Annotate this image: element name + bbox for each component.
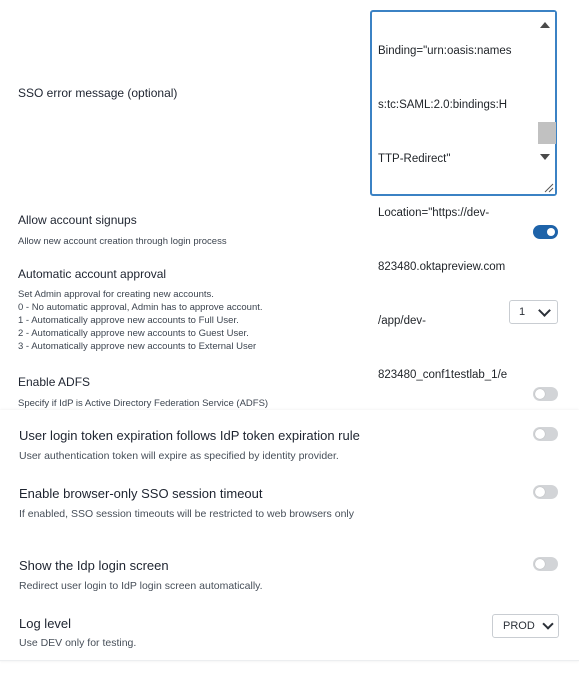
auto-approval-title: Automatic account approval — [18, 267, 167, 281]
sso-error-label: SSO error message (optional) — [18, 86, 178, 100]
toggle-knob — [535, 559, 545, 569]
allow-signups-title: Allow account signups — [18, 213, 137, 227]
textarea-line: TTP-Redirect" — [378, 153, 451, 165]
scrollbar-thumb[interactable] — [538, 122, 556, 144]
description-line: 3 - Automatically approve new accounts to External User — [18, 341, 257, 352]
sso-error-textarea[interactable] — [370, 10, 557, 381]
description-line: Set Admin approval for creating new accounts. — [18, 289, 214, 300]
log-level-selected-value: PROD — [503, 620, 535, 632]
resize-handle-icon[interactable] — [543, 182, 553, 192]
chevron-down-icon — [542, 618, 553, 629]
token-expiration-toggle[interactable] — [533, 427, 558, 441]
browser-timeout-description: If enabled, SSO session timeouts will be restricted to web browsers only — [19, 508, 354, 520]
textarea-line: Binding="urn:oasis:names — [378, 45, 512, 57]
textarea-line: 823480.oktapreview.com — [378, 261, 506, 273]
log-level-select[interactable] — [492, 614, 559, 638]
idp-login-screen-title: Show the Idp login screen — [19, 558, 169, 573]
textarea-line: Location="https://dev- — [378, 207, 490, 219]
scroll-up-arrow-icon[interactable] — [540, 22, 550, 28]
textarea-line: /app/dev- — [378, 315, 426, 327]
auto-approval-description — [18, 288, 263, 353]
textarea-scrollbar[interactable] — [535, 12, 555, 194]
toggle-knob — [547, 228, 555, 236]
description-line: 0 - No automatic approval, Admin has to approve account. — [18, 302, 263, 313]
description-line: 1 - Automatically approve new accounts to Full User. — [18, 315, 239, 326]
scroll-down-arrow-icon[interactable] — [540, 154, 550, 160]
allow-signups-description: Allow new account creation through login process — [18, 236, 227, 247]
idp-login-screen-description: Redirect user login to IdP login screen automatically. — [19, 580, 263, 592]
browser-timeout-title: Enable browser-only SSO session timeout — [19, 486, 263, 501]
allow-signups-toggle[interactable] — [533, 225, 558, 239]
toggle-knob — [535, 487, 545, 497]
toggle-knob — [535, 429, 545, 439]
textarea-line: 823480_conf1testlab_1/e — [378, 369, 508, 381]
auto-approval-selected-value: 1 — [519, 306, 526, 318]
browser-timeout-toggle[interactable] — [533, 485, 558, 499]
chevron-down-icon — [538, 304, 551, 317]
token-expiration-title: User login token expiration follows IdP token expiration rule — [19, 428, 360, 443]
adfs-title: Enable ADFS — [18, 375, 91, 389]
description-line: 2 - Automatically approve new accounts to Guest User. — [18, 328, 249, 339]
toggle-knob — [535, 389, 545, 399]
adfs-toggle[interactable] — [533, 387, 558, 401]
log-level-description: Use DEV only for testing. — [19, 637, 137, 649]
log-level-title: Log level — [19, 616, 72, 631]
token-expiration-description: User authentication token will expire as specified by identity provider. — [19, 450, 339, 462]
adfs-description: Specify if IdP is Active Directory Federation Service (ADFS) — [18, 398, 269, 409]
auto-approval-select[interactable] — [509, 300, 558, 324]
idp-login-screen-toggle[interactable] — [533, 557, 558, 571]
textarea-line: s:tc:SAML:2.0:bindings:H — [378, 99, 508, 111]
